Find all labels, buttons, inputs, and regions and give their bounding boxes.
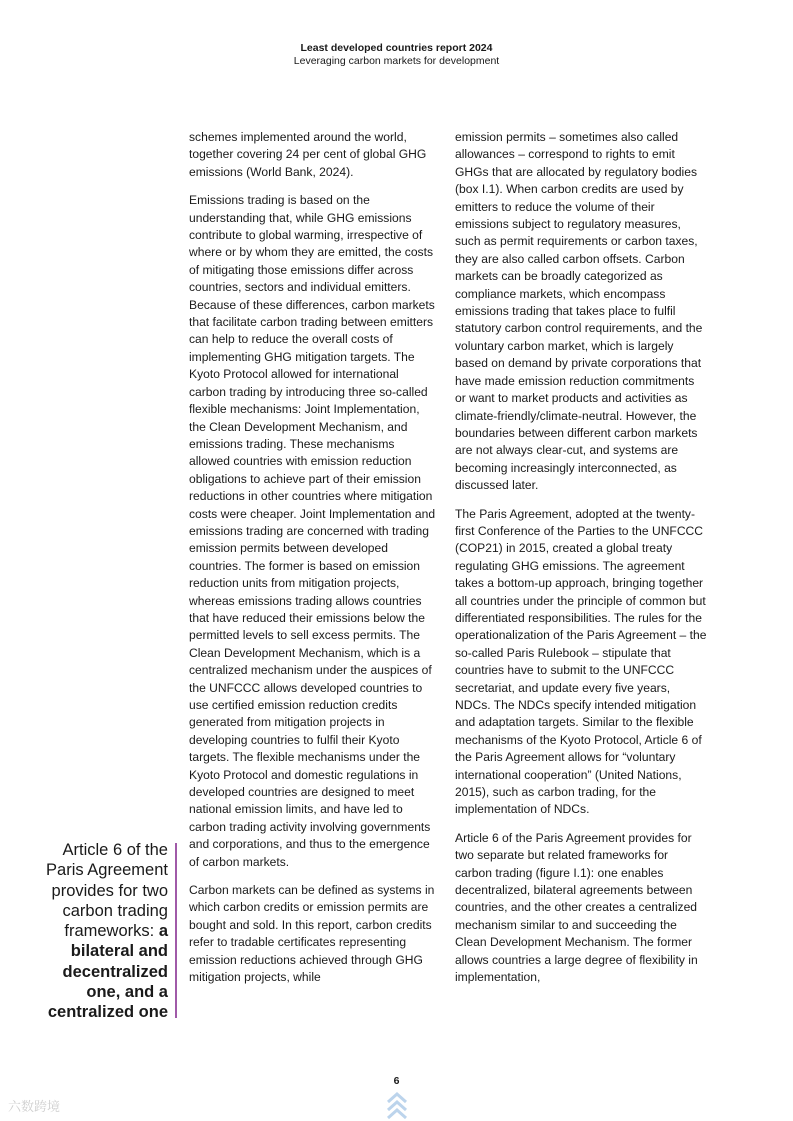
paragraph: Carbon markets can be defined as systems in which carbon credits or emission permits are bought and sold. In this report, carbon credits refer to tradable certificates representing emission reductions achieved through GHG mitigation projects, while bbox=[189, 883, 435, 985]
text-column-left bbox=[189, 129, 437, 998]
text-column-right bbox=[455, 129, 707, 998]
pull-quote-bar bbox=[175, 843, 177, 1018]
chevron-up-icon bbox=[385, 1090, 409, 1121]
paragraph: Article 6 of the Paris Agreement provides for two separate but related frameworks for carbon trading (figure I.1): one enables decentralized, bilateral agreements between countries, and the other creates a centralized mechanism similar to and succeeding the Clean Development Mechanism. The former allows countries a large degree of flexibility in implementation, bbox=[455, 830, 698, 985]
report-title: Least developed countries report 2024 bbox=[300, 42, 493, 54]
report-subtitle: Leveraging carbon markets for development bbox=[293, 55, 500, 67]
pull-quote-regular: Article 6 of the Paris Agreement provides for two carbon trading frameworks: bbox=[46, 841, 168, 941]
pull-quote-bold: a bilateral and decentralized one, and a centralized one bbox=[47, 922, 168, 1022]
watermark: 六数跨境 bbox=[8, 1099, 61, 1114]
paragraph: The Paris Agreement, adopted at the twenty-first Conference of the Parties to the UNFCCC (COP21) in 2015, created a global treaty regulating GHG emissions. The agreement takes a bottom-up approach, bringing together all countries under the principle of common but differentiated responsibilities. The rules for the operationalization of the Paris Agreement – the so-called Paris Rulebook – stipulate that countries have to submit to the UNFCCC secretariat, and update every five years, NDCs. The NDCs specify intended mitigation and adaptation targets. Similar to the flexible mechanisms of the Kyoto Protocol, Article 6 of the Paris Agreement allows for “voluntary international cooperation” (United Nations, 2015), such as carbon trading, for the implementation of NDCs. bbox=[455, 506, 707, 817]
page-header bbox=[0, 42, 793, 68]
paragraph: schemes implemented around the world, together covering 24 per cent of global GHG emissions (World Bank, 2024). bbox=[189, 130, 427, 179]
pull-quote bbox=[30, 840, 168, 1023]
paragraph: Emissions trading is based on the understanding that, while GHG emissions contribute to global warming, irrespective of where or by whom they are emitted, the costs of mitigating those emissions differ across countries, sectors and individual emitters. Because of these differences, carbon markets that facilitate carbon trading between emitters can help to reduce the overall costs of implementing GHG mitigation targets. The Kyoto Protocol allowed for international carbon trading by introducing three so-called flexible mechanisms: Joint Implementation, the Clean Development Mechanism, and emissions trading. These mechanisms allowed countries with emission reduction obligations to achieve part of their emission reductions in other countries where mitigation costs were cheaper. Joint Implementation and emissions trading are concerned with trading emission permits between developed countries. The former is based on emission reduction units from mitigation projects, whereas emissions trading allows countries that have reduced their emissions below the permitted levels to sell excess permits. The Clean Development Mechanism, which is a centralized mechanism under the auspices of the UNFCCC allows developed countries to use certified emission reduction credits generated from mitigation projects in developing countries to fulfil their Kyoto targets. The flexible mechanisms under the Kyoto Protocol and domestic regulations in developed countries are designed to meet national emission limits, and have led to carbon trading activity involving governments and corporations, and thus to the emergence of carbon markets. bbox=[189, 193, 436, 869]
paragraph: emission permits – sometimes also called allowances – correspond to rights to emit GHGs that are allocated by regulatory bodies (box I.1). When carbon credits are used by emitters to reduce the volume of their emissions subject to regulatory measures, such as permit requirements or carbon taxes, they are also called carbon offsets. Carbon markets can be broadly categorized as compliance markets, which encompass emissions trading that takes place to fulfil statutory carbon control requirements, and the voluntary carbon market, which is largely based on demand by private corporations that have made emission reduction commitments or want to market products and activities as climate-friendly/climate-neutral. However, the boundaries between different carbon markets are not always clear-cut, and systems are becoming increasingly interconnected, as discussed later. bbox=[455, 130, 703, 493]
page-number: 6 bbox=[393, 1075, 400, 1087]
